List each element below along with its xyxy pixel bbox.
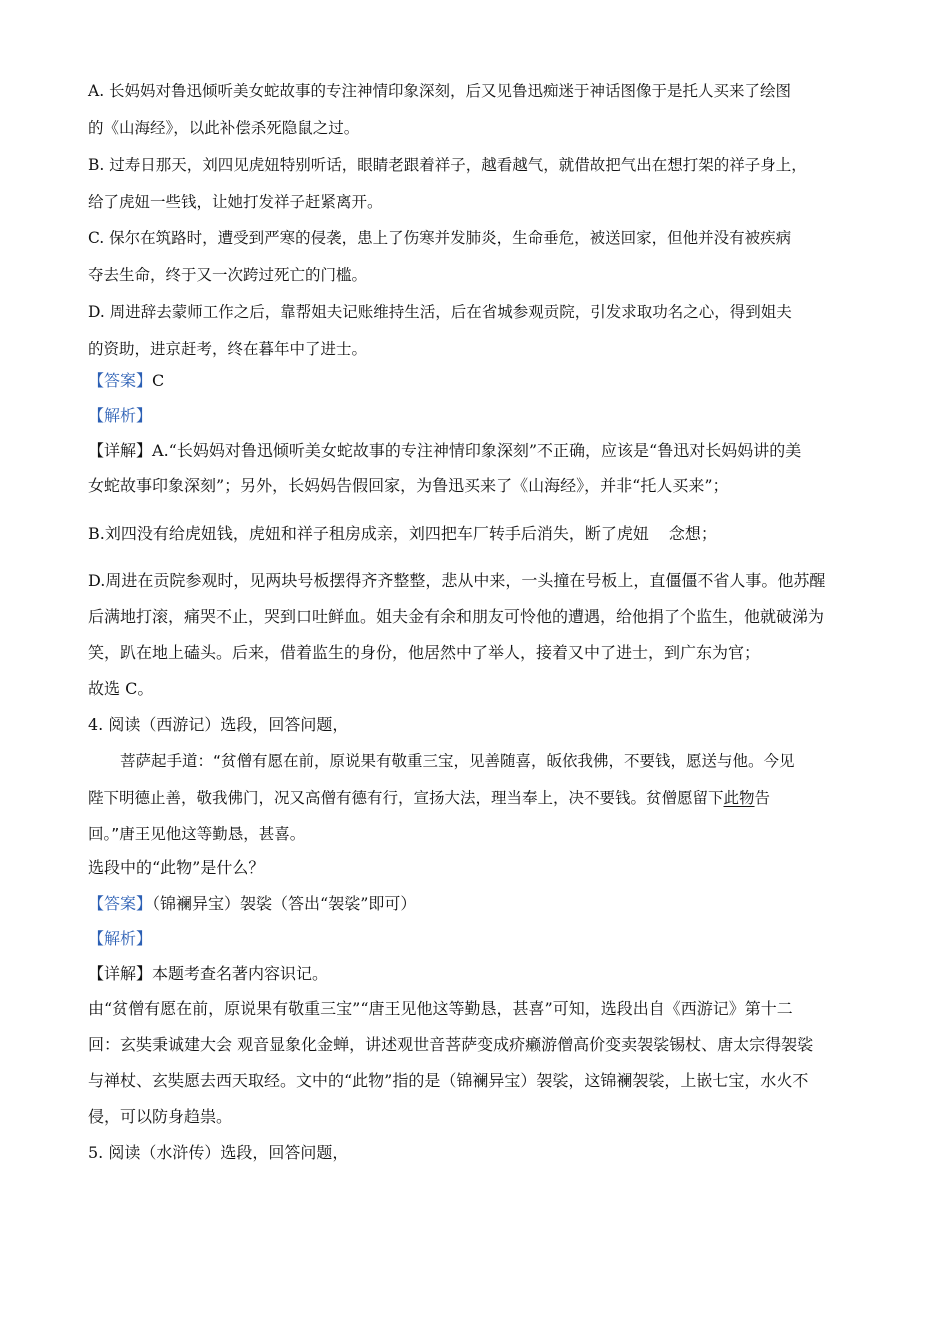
detail-q3-option-d-line3: 笑，趴在地上磕头。后来，借着监生的身份，他居然中了举人，接着又中了进士，到广东为官； (88, 643, 761, 662)
question-4-prompt: 选段中的“此物”是什么？ (88, 858, 265, 877)
analysis-row-q3 (88, 405, 152, 427)
detail-q3-option-d-line2: 后满地打滚，痛哭不止，哭到口吐鲜血。姐夫金有余和朋友可怜他的遭遇，给他捐了个监生，他就破涕为 (88, 607, 825, 626)
detail-q3-line2: 女蛇故事印象深刻”；另外，长妈妈告假回家，为鲁迅买来了《山海经》，并非“托人买来”； (88, 476, 729, 495)
quote-line2-tail: 告 (754, 789, 771, 807)
detail-b-text-b: 念想； (668, 524, 717, 543)
explanation-q4-line1: 由“贫僧有愿在前，原说果有敬重三宝”“唐王见他这等勤恳，甚喜”可知，选段出自《西游记》第十二 (88, 999, 793, 1018)
quote-line2-text: 陛下明德止善，敬我佛门，况又高僧有德有行，宣扬大法，理当奉上，决不要钱。贫僧愿留下 (88, 789, 724, 807)
answer-label: 【答案】 (88, 894, 153, 913)
detail-label: 【详解】 (88, 441, 153, 460)
detail-q3-option-b (88, 523, 717, 545)
answer-value: （锦襕异宝）袈裟（答出“袈裟”即可） (152, 894, 417, 913)
analysis-label: 【解析】 (88, 406, 153, 425)
option-c-line1: C. 保尔在筑路时，遭受到严寒的侵袭，患上了伤寒并发肺炎，生命垂危，被送回家，但他并没有被疾病 (88, 229, 792, 247)
detail-label: 【详解】 (88, 964, 153, 983)
analysis-row-q4 (88, 928, 152, 950)
detail-text: 本题考查名著内容识记。 (152, 964, 329, 983)
detail-text: A.“长妈妈对鲁迅倾听美女蛇故事的专注神情印象深刻”不正确，应该是“鲁迅对长妈妈讲的美 (152, 441, 802, 460)
conclusion-q3: 故选 C。 (88, 679, 154, 698)
explanation-q4-line2: 回：玄奘秉诚建大会 观音显象化金蝉，讲述观世音菩萨变成疥癞游僧高价变卖袈裟锡杖、唐太宗得袈裟 (88, 1035, 814, 1054)
option-b-line1: B. 过寿日那天，刘四见虎妞特别听话，眼睛老跟着祥子，越看越气，就借故把气出在想打架的祥子身上， (88, 156, 807, 174)
answer-row-q4 (88, 893, 416, 915)
explanation-q4-line3: 与禅杖、玄奘愿去西天取经。文中的“此物”指的是（锦襕异宝）袈裟，这锦襕袈裟，上嵌七宝，水火不 (88, 1071, 809, 1090)
option-b-line2: 给了虎妞一些钱，让她打发祥子赶紧离开。 (88, 193, 383, 211)
option-d-line2: 的资助，进京赶考，终在暮年中了进士。 (88, 340, 368, 358)
answer-label: 【答案】 (88, 371, 153, 390)
answer-value: C (152, 371, 165, 390)
underlined-this-object: 此物 (723, 789, 755, 807)
explanation-q4-line4: 侵，可以防身趋祟。 (88, 1107, 233, 1126)
detail-row-q3-line1 (88, 440, 801, 462)
quote-line1: 菩萨起手道：“贫僧有愿在前，原说果有敬重三宝，见善随喜，皈依我佛，不要钱，愿送与他。今见 (120, 752, 795, 770)
analysis-label: 【解析】 (88, 929, 153, 948)
quote-line2 (88, 787, 770, 809)
option-d-line1: D. 周进辞去蒙师工作之后，靠帮姐夫记账维持生活，后在省城参观贡院，引发求取功名之心，得到姐夫 (88, 303, 792, 321)
question-4-title: 4. 阅读（西游记）选段，回答问题， (88, 715, 349, 734)
detail-q3-option-d-line1: D.周进在贡院参观时，见两块号板摆得齐齐整整，悲从中来，一头撞在号板上，直僵僵不省人事。他苏醒 (88, 571, 826, 590)
option-c-line2: 夺去生命，终于又一次跨过死亡的门槛。 (88, 266, 368, 284)
question-5-title: 5. 阅读（水浒传）选段，回答问题， (88, 1143, 349, 1162)
option-a-line2: 的《山海经》，以此补偿杀死隐鼠之过。 (88, 119, 360, 137)
detail-row-q4 (88, 963, 328, 985)
answer-row-q3 (88, 370, 164, 392)
detail-b-text-a: B.刘四没有给虎妞钱，虎妞和祥子租房成亲，刘四把车厂转手后消失，断了虎妞 (88, 524, 649, 543)
quote-line3: 回。”唐王见他这等勤恳，甚喜。 (88, 825, 306, 843)
option-a-line1: A. 长妈妈对鲁迅倾听美女蛇故事的专注神情印象深刻，后又见鲁迅痴迷于神话图像于是托人买来了绘图 (88, 82, 792, 100)
